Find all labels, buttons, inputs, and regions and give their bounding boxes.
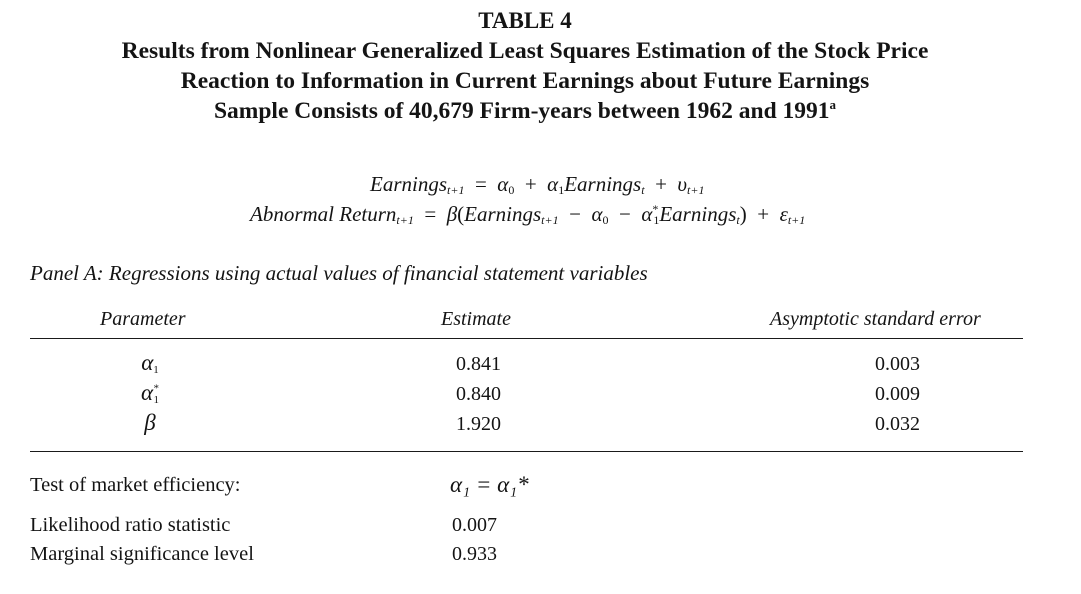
eq2-lhs: Abnormal Return xyxy=(250,202,397,226)
eq1-lhs: Earnings xyxy=(370,172,448,196)
column-header-parameter: Parameter xyxy=(100,308,186,330)
equation-2: Abnormal Return$_{t+1}$ = β(Earnings$_{t+1}$ − $\alpha_0$ − $\alpha^*_1Earnings_t) + \varepsilon_{t+1}$ xyxy=(250,202,806,227)
param-row-2 xyxy=(130,380,170,406)
param-row-1-symbol: α xyxy=(141,350,154,375)
eq1-var: Earnings xyxy=(564,172,642,196)
eq2-error: ε xyxy=(779,202,788,226)
estimate-row-2: 0.840 xyxy=(456,383,501,405)
eq2-alpha1-star-sup: * xyxy=(652,202,659,216)
eq1-error-sub: t+1 xyxy=(687,183,705,197)
eq2-alpha0-sub: 0 xyxy=(602,213,609,227)
eq1-lhs-sub: t+1 xyxy=(447,183,465,197)
eq2-var1-sub: t+1 xyxy=(541,213,559,227)
table-title-line-3 xyxy=(0,98,1050,125)
eq2-alpha0: α xyxy=(591,202,603,226)
bottom-rule xyxy=(30,451,1023,452)
param-row-3-symbol: β xyxy=(144,410,156,435)
eq1-alpha0: α xyxy=(497,172,509,196)
eq2-alpha1-star-sub: 1 xyxy=(653,213,660,227)
likelihood-ratio-label: Likelihood ratio statistic xyxy=(30,514,231,536)
eq2-beta: β xyxy=(446,202,458,226)
likelihood-ratio-value: 0.007 xyxy=(452,514,497,536)
marginal-significance-value: 0.933 xyxy=(452,543,497,565)
column-header-estimate: Estimate xyxy=(441,308,511,330)
param-row-1-sub: 1 xyxy=(153,364,159,376)
market-efficiency-hypothesis: α₁ = α₁* xyxy=(450,472,529,497)
param-row-2-sup: * xyxy=(153,382,159,395)
eq1-var-sub: t xyxy=(641,183,645,197)
equation-1: Earnings$_{t+1}$ = $\alpha_0$ + $\alpha_1Earnings_t + \upsilon_{t+1}$ xyxy=(370,172,705,197)
eq2-var2-sub: t xyxy=(736,213,740,227)
eq2-lhs-sub: t+1 xyxy=(396,213,414,227)
title-footnote-mark: a xyxy=(829,97,837,113)
eq1-error: υ xyxy=(677,172,688,196)
panel-a-title: Panel A: Regressions using actual values of financial statement variables xyxy=(30,261,648,285)
marginal-significance-label: Marginal significance level xyxy=(30,543,254,565)
eq2-error-sub: t+1 xyxy=(787,213,806,227)
se-row-2: 0.009 xyxy=(875,383,920,405)
column-header-standard-error: Asymptotic standard error xyxy=(770,308,981,330)
table-title-line-1: Results from Nonlinear Generalized Least Squares Estimation of the Stock Price xyxy=(121,38,929,64)
estimate-row-3: 1.920 xyxy=(456,413,501,435)
estimate-row-1: 0.841 xyxy=(456,353,501,375)
table-title-line-3-text: Sample Consists of 40,679 Firm-years between 1962 and 1991 xyxy=(213,98,830,124)
market-efficiency-label: Test of market efficiency: xyxy=(30,474,241,496)
param-row-3 xyxy=(130,410,170,436)
eq1-alpha0-sub: 0 xyxy=(508,183,515,197)
table-title-line-2: Reaction to Information in Current Earnings about Future Earnings xyxy=(180,68,870,94)
param-row-1 xyxy=(130,350,170,376)
eq2-var2: Earnings xyxy=(659,202,737,226)
header-rule xyxy=(30,338,1023,339)
param-row-2-sub: 1 xyxy=(153,394,160,406)
eq2-alpha1-star: α xyxy=(641,202,653,226)
se-row-1: 0.003 xyxy=(875,353,920,375)
param-row-2-symbol: α xyxy=(140,380,154,405)
eq2-var1: Earnings xyxy=(464,202,542,226)
table-number: TABLE 4 xyxy=(478,8,572,33)
se-row-3: 0.032 xyxy=(875,413,920,435)
eq1-alpha1: α xyxy=(547,172,559,196)
eq1-alpha1-sub: 1 xyxy=(558,183,565,197)
